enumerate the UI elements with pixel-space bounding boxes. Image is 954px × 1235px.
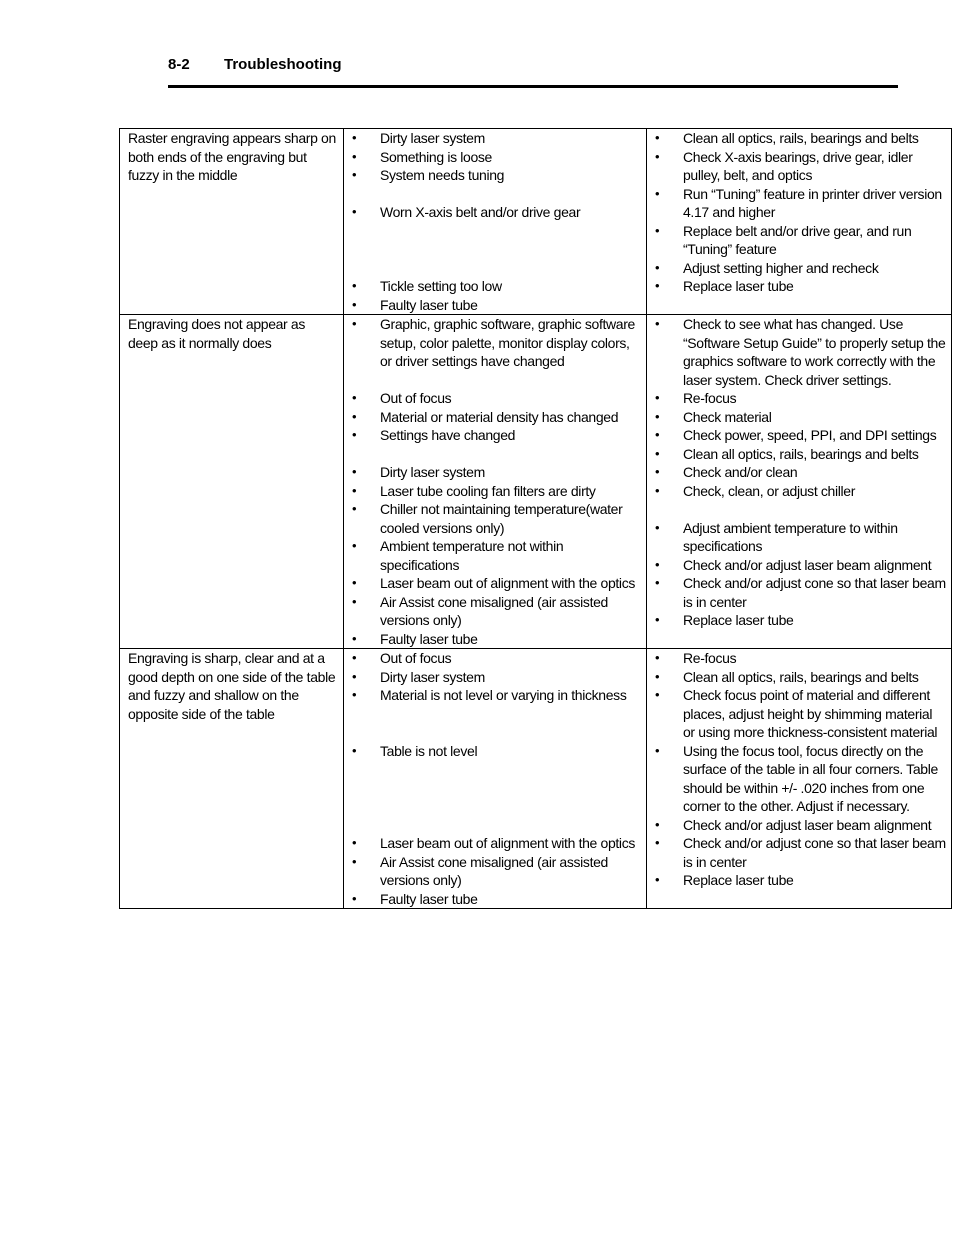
bullet-icon: • <box>352 742 357 758</box>
list-item <box>647 148 946 185</box>
list-spacer <box>344 445 641 464</box>
bullet-icon: • <box>655 408 660 424</box>
solution-text: Adjust ambient temperature to within specifications <box>683 519 898 554</box>
bullet-icon: • <box>352 668 357 684</box>
bullet-icon: • <box>655 687 660 702</box>
list-item <box>344 426 641 445</box>
cause-text: Laser beam out of alignment with the optics <box>380 575 635 591</box>
list-item <box>647 259 946 278</box>
table-row <box>120 649 952 909</box>
bullet-icon: • <box>352 296 357 312</box>
bullet-icon: • <box>655 427 660 442</box>
cause-text: Ambient temperature not within specifications <box>380 538 564 573</box>
causes-cell <box>344 129 647 315</box>
bullet-icon: • <box>352 148 357 164</box>
bullet-icon: • <box>352 408 357 424</box>
list-item <box>344 630 641 649</box>
cause-text: Faulty laser tube <box>380 296 478 313</box>
bullet-icon: • <box>352 687 357 702</box>
list-item <box>344 148 641 167</box>
solutions-list <box>647 129 946 296</box>
list-item <box>344 203 641 222</box>
list-item <box>647 185 946 222</box>
list-item <box>647 816 946 835</box>
bullet-icon: • <box>352 204 357 219</box>
list-item <box>344 574 641 593</box>
cause-text: Settings have changed <box>380 427 516 443</box>
list-item <box>647 686 946 742</box>
causes-cell <box>344 649 647 909</box>
solution-text: Replace laser tube <box>683 612 794 628</box>
list-item <box>647 482 946 501</box>
list-item <box>647 742 946 816</box>
cause-text: Out of focus <box>380 390 452 406</box>
cause-text: Faulty laser tube <box>380 890 478 907</box>
section-number: 8-2 <box>168 56 190 73</box>
cause-text: Graphic, graphic software, graphic software setup, color palette, monitor display colors, or driver settings have changed <box>380 316 635 369</box>
list-item <box>647 277 946 296</box>
list-item <box>647 129 946 148</box>
bullet-icon: • <box>655 482 660 498</box>
list-spacer <box>344 222 641 241</box>
solutions-cell <box>647 129 952 315</box>
list-item <box>647 519 946 556</box>
solution-text: Using the focus tool, focus directly on the surface of the table in all four corners. Table should be within +/- .020 inches from one corner to the other. Adjust if necessary. <box>683 742 938 814</box>
list-spacer <box>344 816 641 835</box>
list-spacer <box>344 240 641 259</box>
list-item <box>344 129 641 148</box>
solutions-cell <box>647 315 952 649</box>
list-item <box>647 315 946 389</box>
list-item <box>344 408 641 427</box>
table-row <box>120 315 952 649</box>
causes-cell <box>344 315 647 649</box>
list-item <box>344 742 641 761</box>
cause-text: Dirty laser system <box>380 668 485 685</box>
causes-list <box>344 649 641 908</box>
bullet-icon: • <box>352 501 357 516</box>
bullet-icon: • <box>655 519 660 535</box>
bullet-icon: • <box>352 835 357 850</box>
bullet-icon: • <box>655 148 660 164</box>
list-spacer <box>344 259 641 278</box>
list-item <box>344 686 641 705</box>
bullet-icon: • <box>655 316 660 331</box>
list-item <box>344 315 641 371</box>
table-row <box>120 129 952 315</box>
bullet-icon: • <box>352 390 357 405</box>
troubleshooting-table-body <box>120 129 952 909</box>
solution-text: Adjust setting higher and recheck <box>683 259 879 276</box>
list-item <box>344 853 641 890</box>
cause-text: Air Assist cone misaligned (air assisted versions only) <box>380 593 608 628</box>
bullet-icon: • <box>655 575 660 590</box>
bullet-icon: • <box>352 890 357 906</box>
list-item <box>344 537 641 574</box>
list-spacer <box>344 185 641 204</box>
page-title: Troubleshooting <box>224 56 342 73</box>
bullet-icon: • <box>655 742 660 758</box>
bullet-icon: • <box>655 650 660 665</box>
list-item <box>647 445 946 464</box>
bullet-icon: • <box>352 316 357 331</box>
bullet-icon: • <box>655 872 660 887</box>
list-item <box>647 389 946 408</box>
problem-cell: Engraving does not appear as deep as it normally does <box>120 315 344 649</box>
solutions-list <box>647 649 946 890</box>
bullet-icon: • <box>655 612 660 627</box>
solution-text: Re-focus <box>683 650 737 666</box>
list-item <box>344 482 641 501</box>
bullet-icon: • <box>352 278 357 293</box>
bullet-icon: • <box>655 668 660 684</box>
solutions-cell <box>647 649 952 909</box>
cause-text: Material is not level or varying in thickness <box>380 687 627 703</box>
bullet-icon: • <box>655 222 660 238</box>
bullet-icon: • <box>352 130 357 145</box>
solution-text: Check and/or adjust laser beam alignment <box>683 816 932 833</box>
list-spacer <box>344 371 641 390</box>
bullet-icon: • <box>352 464 357 479</box>
bullet-icon: • <box>352 482 357 498</box>
solution-text: Clean all optics, rails, bearings and belts <box>683 130 919 146</box>
bullet-icon: • <box>655 390 660 405</box>
causes-list <box>344 129 641 314</box>
cause-text: Material or material density has changed <box>380 408 619 425</box>
bullet-icon: • <box>655 835 660 850</box>
list-spacer <box>344 797 641 816</box>
list-item <box>344 649 641 668</box>
cause-text: Dirty laser system <box>380 130 485 146</box>
list-item <box>647 463 946 482</box>
bullet-icon: • <box>655 816 660 832</box>
list-item <box>647 222 946 259</box>
cause-text: Dirty laser system <box>380 464 485 480</box>
list-item <box>647 834 946 871</box>
cause-text: Laser beam out of alignment with the optics <box>380 835 635 851</box>
list-item <box>344 668 641 687</box>
list-spacer <box>344 779 641 798</box>
solution-text: Replace laser tube <box>683 872 794 888</box>
list-item <box>647 871 946 890</box>
list-item <box>344 500 641 537</box>
solution-text: Check to see what has changed. Use “Software Setup Guide” to properly setup the graphics software to work correctly with the laser system. Check driver settings. <box>683 316 946 388</box>
bullet-icon: • <box>655 464 660 479</box>
list-item <box>344 277 641 296</box>
bullet-icon: • <box>352 575 357 590</box>
list-spacer <box>344 723 641 742</box>
cause-text: Chiller not maintaining temperature(water cooled versions only) <box>380 501 623 536</box>
list-item <box>647 556 946 575</box>
list-spacer <box>344 760 641 779</box>
list-item <box>344 463 641 482</box>
bullet-icon: • <box>352 630 357 646</box>
cause-text: Tickle setting too low <box>380 278 502 294</box>
solution-text: Check X-axis bearings, drive gear, idler pulley, belt, and optics <box>683 148 913 183</box>
solution-text: Check power, speed, PPI, and DPI settings <box>683 427 937 443</box>
solution-text: Check and/or adjust laser beam alignment <box>683 556 932 573</box>
list-item <box>344 389 641 408</box>
list-item <box>647 574 946 611</box>
cause-text: Table is not level <box>380 742 478 759</box>
list-item <box>647 611 946 630</box>
page-header <box>168 55 898 88</box>
solution-text: Clean all optics, rails, bearings and belts <box>683 445 919 462</box>
list-item <box>344 834 641 853</box>
troubleshooting-table <box>119 128 952 909</box>
solution-text: Clean all optics, rails, bearings and belts <box>683 668 919 685</box>
bullet-icon: • <box>352 853 357 869</box>
list-item <box>344 593 641 630</box>
bullet-icon: • <box>352 167 357 182</box>
bullet-icon: • <box>352 650 357 665</box>
list-item <box>647 649 946 668</box>
bullet-icon: • <box>352 427 357 442</box>
cause-text: System needs tuning <box>380 167 505 183</box>
bullet-icon: • <box>655 278 660 293</box>
cause-text: Worn X-axis belt and/or drive gear <box>380 204 581 220</box>
bullet-icon: • <box>352 593 357 609</box>
solution-text: Replace laser tube <box>683 278 794 294</box>
list-spacer <box>647 500 946 519</box>
bullet-icon: • <box>655 259 660 275</box>
problem-cell: Raster engraving appears sharp on both ends of the engraving but fuzzy in the middle <box>120 129 344 315</box>
list-item <box>647 408 946 427</box>
cause-text: Laser tube cooling fan filters are dirty <box>380 482 596 499</box>
solution-text: Check, clean, or adjust chiller <box>683 482 856 499</box>
solution-text: Check and/or adjust cone so that laser beam is in center <box>683 835 946 870</box>
list-item <box>647 426 946 445</box>
bullet-icon: • <box>352 538 357 553</box>
solution-text: Check and/or adjust cone so that laser beam is in center <box>683 575 946 610</box>
solution-text: Re-focus <box>683 390 737 406</box>
problem-cell: Engraving is sharp, clear and at a good depth on one side of the table and fuzzy and shallow on the opposite side of the table <box>120 649 344 909</box>
list-item <box>647 668 946 687</box>
bullet-icon: • <box>655 445 660 461</box>
cause-text: Something is loose <box>380 148 492 165</box>
solution-text: Check material <box>683 408 772 425</box>
bullet-icon: • <box>655 185 660 201</box>
list-item <box>344 890 641 909</box>
bullet-icon: • <box>655 556 660 572</box>
solution-text: Run “Tuning” feature in printer driver version 4.17 and higher <box>683 185 942 220</box>
list-spacer <box>344 705 641 724</box>
solution-text: Check and/or clean <box>683 464 798 480</box>
bullet-icon: • <box>655 130 660 145</box>
solutions-list <box>647 315 946 630</box>
list-item <box>344 166 641 185</box>
solution-text: Check focus point of material and different places, adjust height by shimming material or using more thickness-consistent material <box>683 687 938 740</box>
solution-text: Replace belt and/or drive gear, and run “Tuning” feature <box>683 222 912 257</box>
cause-text: Faulty laser tube <box>380 630 478 647</box>
cause-text: Air Assist cone misaligned (air assisted versions only) <box>380 853 608 888</box>
list-item <box>344 296 641 315</box>
cause-text: Out of focus <box>380 650 452 666</box>
causes-list <box>344 315 641 648</box>
